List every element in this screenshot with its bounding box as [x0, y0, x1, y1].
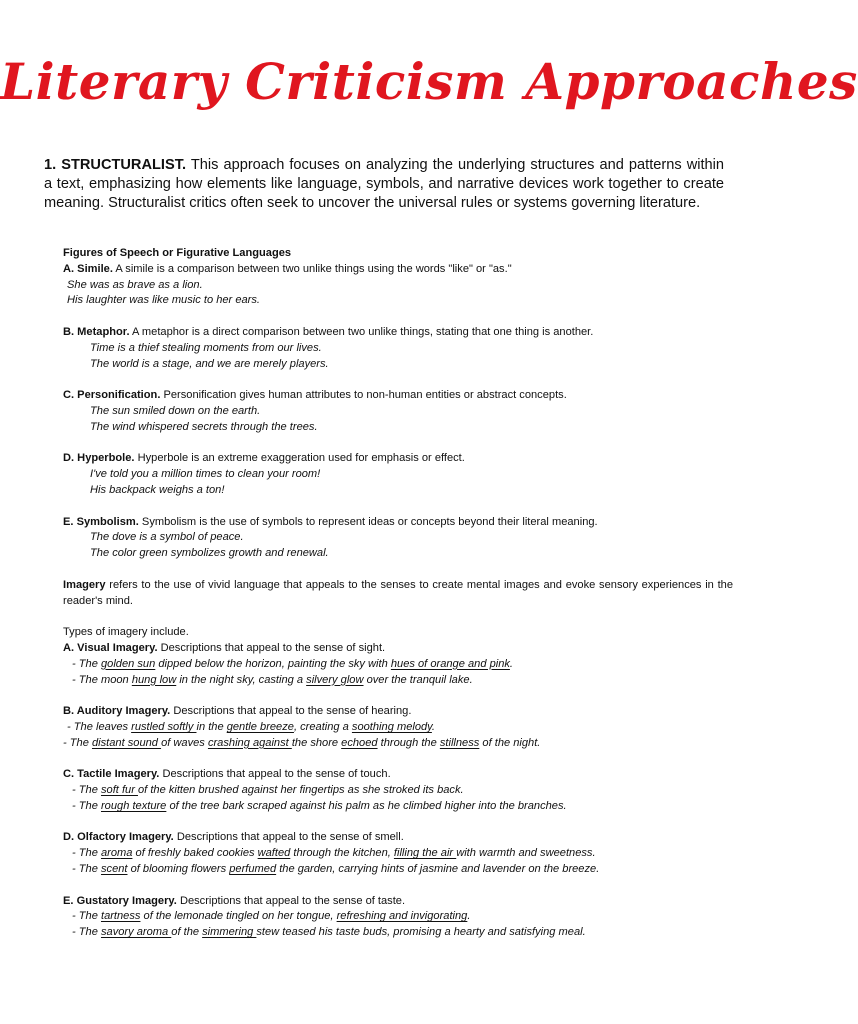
- auditory-example: - The leaves rustled softly in the gentle breeze, creating a soothing melody.: [67, 720, 435, 733]
- underlined-phrase: savory aroma: [100, 926, 172, 939]
- simile-text: A simile is a comparison between two unlike things using the words "like" or "as.": [112, 262, 512, 275]
- gustatory-imagery-text: Descriptions that appeal to the sense of taste.: [176, 894, 406, 907]
- hyperbole-example: His backpack weighs a ton!: [90, 483, 225, 496]
- olfactory-example: - The aroma of freshly baked cookies wafted through the kitchen, filling the air with warmth and sweetness.: [72, 847, 596, 860]
- metaphor-text: A metaphor is a direct comparison between two unlike things, stating that one thing is another.: [129, 325, 594, 338]
- underlined-phrase: echoed: [341, 736, 378, 749]
- metaphor-example: The world is a stage, and we are merely players.: [90, 357, 329, 370]
- underlined-phrase: tartness: [100, 910, 141, 923]
- tactile-example: - The rough texture of the tree bark scraped against his palm as he climbed higher into the branches.: [72, 799, 567, 812]
- gustatory-example: - The tartness of the lemonade tingled on her tongue, refreshing and invigorating.: [72, 910, 471, 923]
- personification-example: The sun smiled down on the earth.: [90, 404, 261, 417]
- underlined-phrase: hues of orange and pink: [390, 657, 510, 670]
- visual-example: - The golden sun dipped below the horizon, painting the sky with hues of orange and pink.: [72, 657, 514, 670]
- hyperbole-text: Hyperbole is an extreme exaggeration used for emphasis or effect.: [134, 452, 465, 465]
- underlined-phrase: silvery glow: [306, 673, 364, 686]
- symbolism-example: The dove is a symbol of peace.: [90, 531, 244, 544]
- structuralist-text: This approach focuses on analyzing the underlying structures and patterns within a text, emphasizing how elements like language, symbols, and narrative devices work together to create meaning. Structuralist critics often seek to uncover the universal rules or systems governing literature.: [44, 157, 724, 211]
- imagery-types-intro: Types of imagery include.: [63, 626, 189, 639]
- olfactory-imagery-label: D. Olfactory Imagery.: [63, 831, 174, 844]
- olfactory-example: - The scent of blooming flowers perfumed the garden, carrying hints of jasmine and lavender on the breeze.: [72, 863, 600, 876]
- simile-definition: [63, 262, 733, 278]
- simile-example: His laughter was like music to her ears.: [67, 294, 260, 307]
- underlined-phrase: golden sun: [100, 657, 156, 670]
- underlined-phrase: perfumed: [229, 863, 277, 876]
- symbolism-label: E. Symbolism.: [63, 515, 139, 528]
- underlined-phrase: refreshing and invigorating: [336, 910, 468, 923]
- underlined-phrase: hung low: [131, 673, 177, 686]
- personification-text: Personification gives human attributes to non-human entities or abstract concepts.: [160, 389, 567, 402]
- simile-label: A. Simile.: [63, 262, 113, 275]
- underlined-phrase: filling the air: [393, 847, 457, 860]
- hyperbole-definition: [63, 451, 733, 467]
- underlined-phrase: soothing melody: [351, 720, 432, 733]
- hyperbole-label: D. Hyperbole.: [63, 452, 135, 465]
- underlined-phrase: soft fur: [100, 784, 138, 797]
- main-content: [63, 246, 733, 941]
- underlined-phrase: rough texture: [100, 799, 167, 812]
- imagery-definition: [63, 578, 733, 610]
- metaphor-definition: [63, 325, 733, 341]
- underlined-phrase: distant sound: [91, 736, 162, 749]
- underlined-phrase: gentle breeze: [226, 720, 294, 733]
- underlined-phrase: crashing against: [207, 736, 292, 749]
- auditory-imagery-text: Descriptions that appeal to the sense of hearing.: [170, 705, 412, 718]
- page-title: Literary Criticism Approaches: [0, 52, 858, 111]
- imagery-text: refers to the use of vivid language that appeals to the senses to create mental images and evoke sensory experiences in the reader's mind.: [63, 578, 733, 607]
- auditory-example: - The distant sound of waves crashing against the shore echoed through the stillness of the night.: [63, 736, 541, 749]
- visual-imagery-text: Descriptions that appeal to the sense of sight.: [157, 641, 386, 654]
- symbolism-example: The color green symbolizes growth and renewal.: [90, 547, 329, 560]
- tactile-example: - The soft fur of the kitten brushed against her fingertips as she stroked its back.: [72, 784, 464, 797]
- personification-example: The wind whispered secrets through the trees.: [90, 420, 318, 433]
- gustatory-imagery-definition: [63, 894, 733, 910]
- visual-imagery-definition: [63, 641, 733, 657]
- underlined-phrase: rustled softly: [131, 720, 197, 733]
- tactile-imagery-definition: [63, 767, 733, 783]
- auditory-imagery-label: B. Auditory Imagery.: [63, 705, 171, 718]
- olfactory-imagery-definition: [63, 830, 733, 846]
- olfactory-imagery-text: Descriptions that appeal to the sense of smell.: [173, 831, 404, 844]
- personification-label: C. Personification.: [63, 389, 161, 402]
- personification-definition: [63, 388, 733, 404]
- metaphor-label: B. Metaphor.: [63, 325, 130, 338]
- simile-example: She was as brave as a lion.: [67, 278, 203, 291]
- gustatory-example: - The savory aroma of the simmering stew teased his taste buds, promising a hearty and satisfying meal.: [72, 926, 586, 939]
- gustatory-imagery-label: E. Gustatory Imagery.: [63, 894, 177, 907]
- metaphor-example: Time is a thief stealing moments from our lives.: [90, 341, 322, 354]
- tactile-imagery-text: Descriptions that appeal to the sense of touch.: [159, 768, 391, 781]
- structuralist-heading: 1. STRUCTURALIST.: [44, 157, 187, 173]
- imagery-label: Imagery: [63, 578, 106, 591]
- auditory-imagery-definition: [63, 704, 733, 720]
- symbolism-text: Symbolism is the use of symbols to represent ideas or concepts beyond their literal meaning.: [138, 515, 598, 528]
- symbolism-definition: [63, 515, 733, 531]
- hyperbole-example: I've told you a million times to clean your room!: [90, 468, 321, 481]
- underlined-phrase: scent: [100, 863, 128, 876]
- structuralist-paragraph: [44, 156, 724, 213]
- visual-example: - The moon hung low in the night sky, casting a silvery glow over the tranquil lake.: [72, 673, 473, 686]
- underlined-phrase: wafted: [257, 847, 291, 860]
- underlined-phrase: aroma: [100, 847, 133, 860]
- underlined-phrase: stillness: [439, 736, 480, 749]
- visual-imagery-label: A. Visual Imagery.: [63, 641, 158, 654]
- underlined-phrase: simmering: [202, 926, 257, 939]
- tactile-imagery-label: C. Tactile Imagery.: [63, 768, 160, 781]
- figures-heading: Figures of Speech or Figurative Languages: [63, 247, 292, 259]
